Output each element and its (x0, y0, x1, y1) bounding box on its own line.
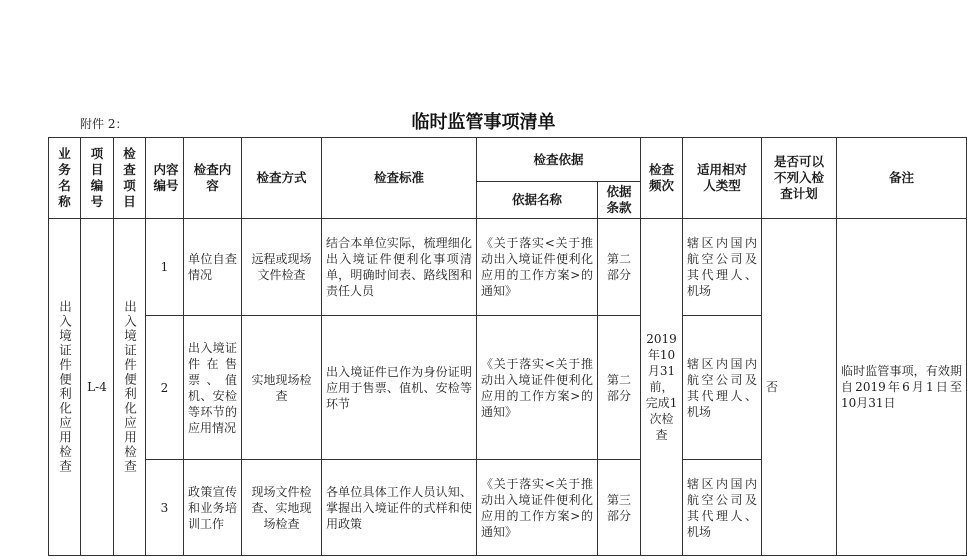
col-frequency: 检查频次 (641, 138, 683, 219)
cell-business: 出入境证件便利化应用检查 (49, 219, 81, 556)
col-basis-clause: 依据条款 (598, 182, 641, 219)
supervision-table (48, 137, 967, 556)
cell-method: 现场文件检查、实地现场检查 (242, 460, 322, 556)
cell-content-no: 2 (146, 316, 184, 460)
col-business: 业务名称 (49, 138, 81, 219)
col-exempt: 是否可以不列入检查计划 (762, 138, 837, 219)
cell-content-no: 1 (146, 219, 184, 316)
cell-content: 出入境证件在售票、值机、安检等环节的应用情况 (184, 316, 242, 460)
col-standard: 检查标准 (322, 138, 477, 219)
cell-check-item: 出入境证件便利化应用检查 (114, 219, 146, 556)
cell-basis-clause: 第二部分 (598, 219, 641, 316)
cell-standard: 结合本单位实际，梳理细化出入境证件便利化事项清单，明确时间表、路线图和责任人员 (322, 219, 477, 316)
cell-content-no: 3 (146, 460, 184, 556)
cell-applicable: 辖区内国内航空公司及其代理人、机场 (683, 219, 762, 316)
cell-item-no: L-4 (81, 219, 114, 556)
cell-frequency: 2019年10月31前，完成1次检查 (641, 219, 683, 556)
cell-basis-clause: 第二部分 (598, 316, 641, 460)
col-applicable: 适用相对人类型 (683, 138, 762, 219)
cell-standard: 各单位具体工作人员认知、掌握出入境证件的式样和使用政策 (322, 460, 477, 556)
cell-basis-name: 《关于落实<关于推动出入境证件便利化应用的工作方案>的通知》 (477, 219, 598, 316)
cell-basis-clause: 第三部分 (598, 460, 641, 556)
col-remarks: 备注 (837, 138, 967, 219)
cell-standard: 出入境证件已作为身份证明应用于售票、值机、安检等环节 (322, 316, 477, 460)
document-title: 临时监管事项清单 (411, 112, 556, 133)
cell-basis-name: 《关于落实<关于推动出入境证件便利化应用的工作方案>的通知》 (477, 460, 598, 556)
col-item-no: 项目编号 (81, 138, 114, 219)
cell-content: 政策宣传和业务培训工作 (184, 460, 242, 556)
cell-applicable: 辖区内国内航空公司及其代理人、机场 (683, 460, 762, 556)
cell-method: 实地现场检查 (242, 316, 322, 460)
col-basis-name: 依据名称 (477, 182, 598, 219)
col-content-no: 内容编号 (146, 138, 184, 219)
cell-basis-name: 《关于落实<关于推动出入境证件便利化应用的工作方案>的通知》 (477, 316, 598, 460)
col-check-item: 检查项目 (114, 138, 146, 219)
col-method: 检查方式 (242, 138, 322, 219)
cell-exempt: 否 (762, 219, 837, 556)
cell-remarks: 临时监管事项，有效期自2019年6月1日至10月31日 (837, 219, 967, 556)
attachment-label: 附件 2： (80, 117, 128, 131)
cell-applicable: 辖区内国内航空公司及其代理人、机场 (683, 316, 762, 460)
cell-content: 单位自查情况 (184, 219, 242, 316)
col-basis: 检查依据 (477, 138, 641, 182)
col-content: 检查内容 (184, 138, 242, 219)
cell-method: 远程或现场文件检查 (242, 219, 322, 316)
table-row (49, 219, 967, 316)
